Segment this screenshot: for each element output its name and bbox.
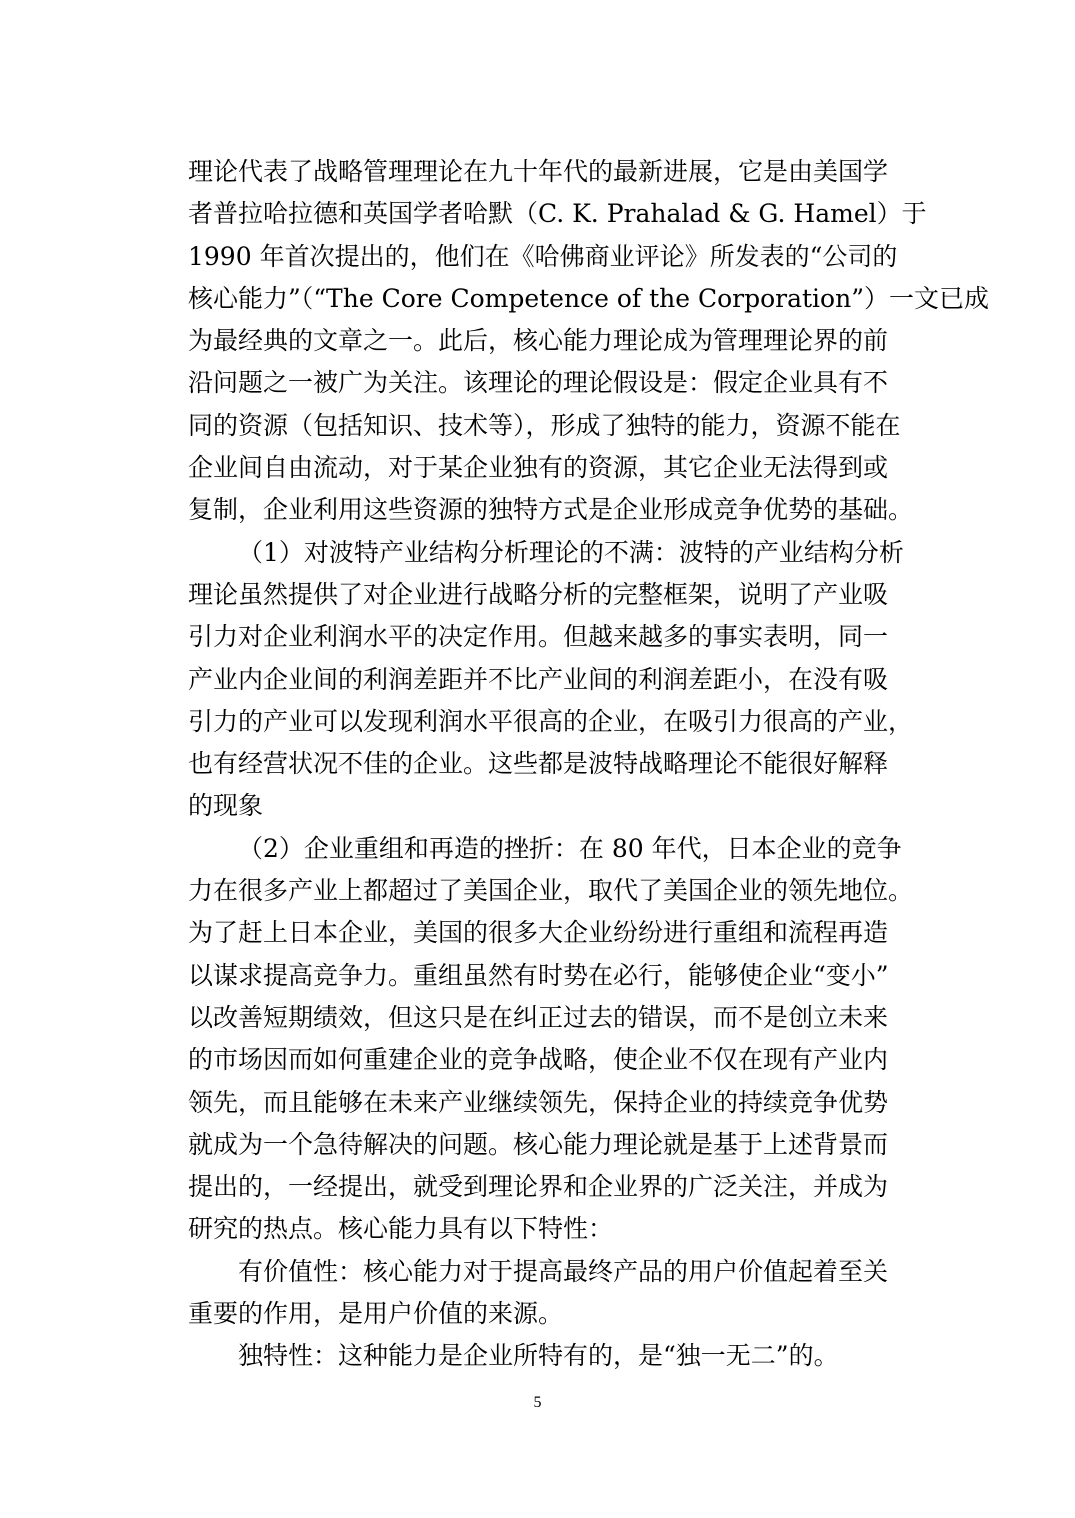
text-line: 提出的，一经提出，就受到理论界和企业界的广泛关注，并成为: [188, 1172, 889, 1202]
text-line: 为了赶上日本企业，美国的很多大企业纷纷进行重组和流程再造: [188, 918, 889, 948]
text-line: 复制，企业利用这些资源的独特方式是企业形成竞争优势的基础。: [188, 495, 914, 525]
page-number: 5: [533, 1394, 542, 1411]
text-line: 有价值性：核心能力对于提高最终产品的用户价值起着至关: [238, 1256, 889, 1286]
text-line: （1）对波特产业结构分析理论的不满：波特的产业结构分析: [238, 537, 904, 567]
text-line: 产业内企业间的利润差距并不比产业间的利润差距小，在没有吸: [188, 664, 889, 694]
text-line: 同的资源（包括知识、技术等），形成了独特的能力，资源不能在: [188, 410, 901, 440]
text-line: 1990 年首次提出的，他们在《哈佛商业评论》所发表的“公司的: [188, 241, 898, 271]
paragraph-5: [188, 1335, 888, 1377]
paragraph-2: [188, 532, 914, 828]
text-line: 理论虽然提供了对企业进行战略分析的完整框架，说明了产业吸: [188, 579, 889, 609]
text-line: 的市场因而如何重建企业的竞争战略，使企业不仅在现有产业内: [188, 1045, 889, 1075]
text-line: 就成为一个急待解决的问题。核心能力理论就是基于上述背景而: [188, 1129, 889, 1159]
text-line: 引力的产业可以发现利润水平很高的企业，在吸引力很高的产业，: [188, 706, 914, 736]
body-text: [188, 151, 989, 1378]
text-line: 力在很多产业上都超过了美国企业，取代了美国企业的领先地位。: [188, 876, 914, 906]
text-line: （2）企业重组和再造的挫折：在 80 年代，日本企业的竞争: [238, 833, 902, 863]
text-line: 引力对企业利润水平的决定作用。但越来越多的事实表明，同一: [188, 622, 889, 652]
text-line: 独特性：这种能力是企业所特有的，是“独一无二”的。: [238, 1341, 839, 1371]
paragraph-1: [188, 151, 989, 532]
text-line: 以改善短期绩效，但这只是在纠正过去的错误，而不是创立未来: [188, 1002, 889, 1032]
text-line: 企业间自由流动，对于某企业独有的资源，其它企业无法得到或: [188, 453, 889, 483]
text-line: 理论代表了战略管理理论在九十年代的最新进展，它是由美国学: [188, 157, 889, 186]
text-line: 为最经典的文章之一。此后，核心能力理论成为管理理论界的前: [188, 326, 889, 356]
text-line: 重要的作用，是用户价值的来源。: [188, 1299, 564, 1329]
text-line: 也有经营状况不佳的企业。这些都是波特战略理论不能很好解释: [188, 749, 889, 779]
text-line: 以谋求提高竞争力。重组虽然有时势在必行，能够使企业“变小”: [188, 960, 889, 990]
text-line: 的现象: [188, 791, 264, 821]
paragraph-3: [188, 828, 914, 1251]
text-line: 者普拉哈拉德和英国学者哈默（C. K. Prahalad & G. Hamel）于: [188, 199, 927, 229]
paragraph-4: [188, 1251, 888, 1336]
text-line: 领先，而且能够在未来产业继续领先，保持企业的持续竞争优势: [188, 1087, 889, 1117]
text-line: 核心能力”（“The Core Competence of the Corporation”）一文已成: [188, 283, 989, 313]
text-line: 沿问题之一被广为关注。该理论的理论假设是：假定企业具有不: [188, 368, 889, 398]
text-line: 研究的热点。核心能力具有以下特性：: [188, 1214, 614, 1244]
